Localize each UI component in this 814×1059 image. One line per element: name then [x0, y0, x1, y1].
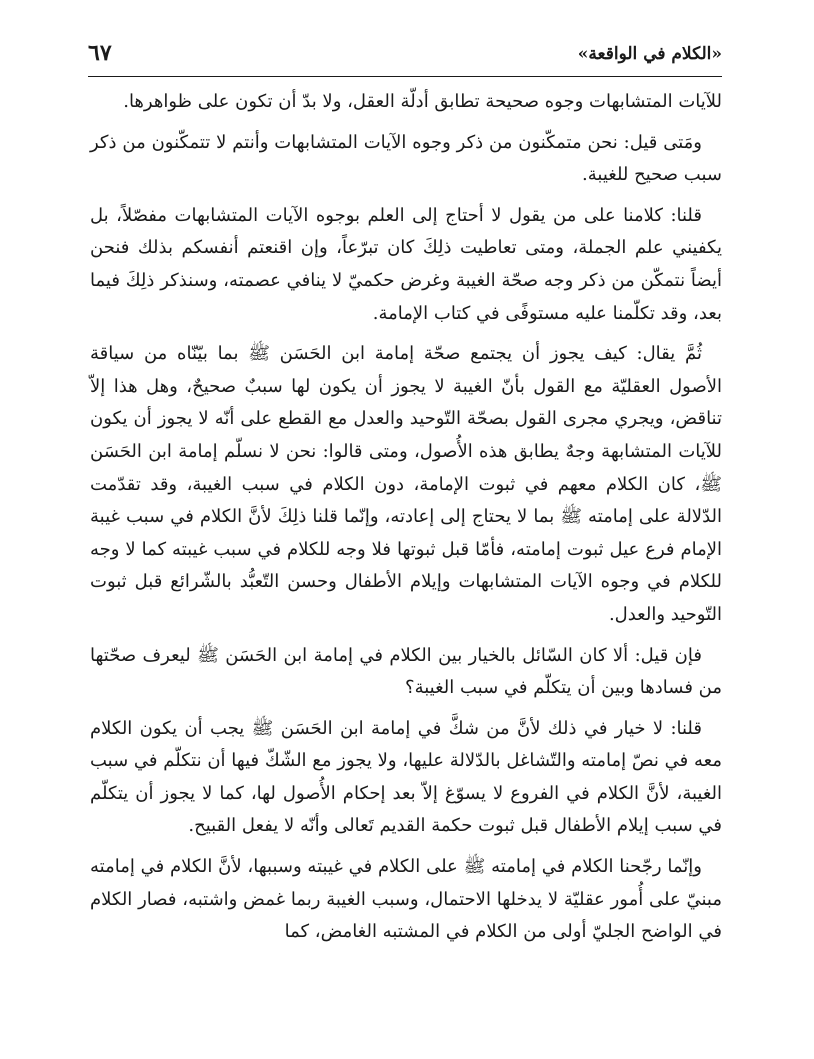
paragraph-3: قلنا: كلامنا على من يقول لا أحتاج إلى العلم بوجوه الآيات المتشابهات مفصّلاً، بل يكفيني علم الجملة، ومتى تعاطيت ذلِكَ كان تبرّعاً، وإن اقنعتم أنفسكم بذلك فنحن أيضاً نتمكّن من ذكر وجه صحّة الغيبة وغرض حكميّ لا ينافي عصمته، وسنذكر ذلِكَ فيما بعد، وقد تكلّمنا عليه مستوفًى في كتاب الإمامة. [90, 204, 722, 324]
paragraph-6: قلنا: لا خيار في ذلك لأنَّ من شكَّ في إمامة ابن الحَسَن ﷺ يجب أن يكون الكلام معه في نصّ إمامته والتّشاغل بالدّلالة عليها، ولا يجوز مع الشّكّ فيها أن نتكلّم في سبب الغيبة، لأنَّ الكلام في الفروع لا يسوّغ إلاّ بعد إحكام الأُصول لها، كما لا يجوز أن يتكلّم في سبب إيلام الأطفال قبل ثبوت حكمة القديم تَعالى وأنّه لا يفعل القبيح. [90, 717, 722, 837]
page-number: ٦٧ [88, 40, 112, 66]
page-header [88, 36, 722, 77]
running-title: «الكلام في الواقعة» [577, 44, 722, 64]
paragraph-5: فإن قيل: ألا كان السّائل بالخيار بين الكلام في إمامة ابن الحَسَن ﷺ ليعرف صحّتها من فسادها وبين أن يتكلّم في سبب الغيبة؟ [90, 644, 722, 699]
paragraph-7: وإنّما رجّحنا الكلام في إمامته ﷺ على الكلام في غيبته وسببها، لأنَّ الكلام في إمامته مبنيّ على أُمور عقليّة لا يدخلها الاحتمال، وسبب الغيبة ربما غمض واشتبه، فصار الكلام في الواضح الجليّ أولى من الكلام في المشتبه الغامض، كما [90, 856, 722, 943]
paragraph-1: للآيات المتشابهات وجوه صحيحة تطابق أدلّة العقل، ولا بدّ أن تكون على ظواهرها. [123, 91, 722, 112]
paragraph-2: ومَتى قيل: نحن متمكّنون من ذكر وجوه الآيات المتشابهات وأنتم لا تتمكّنون من ذكر سبب صحيح للغيبة. [90, 131, 722, 186]
body-text [90, 86, 722, 957]
paragraph-4: ثُمَّ يقال: كيف يجوز أن يجتمع صحّة إمامة ابن الحَسَن ﷺ بما بيّنّاه من سياقة الأصول العقليّة مع القول بأنّ الغيبة لا يجوز أن يكون لها سببٌ صحيحٌ، وهل هذا إلاّ تناقض، ويجري مجرى القول بصحّة التّوحيد والعدل مع القطع على أنّه لا يجوز أن يكون للآيات المتشابهة وجهٌ يطابق هذه الأُصول، ومتى قالوا: نحن لا نسلّم إمامة ابن الحَسَن ﷺ، كان الكلام معهم في ثبوت الإمامة، دون الكلام في سبب الغيبة، وقد تقدّمت الدّلالة على إمامته ﷺ بما لا يحتاج إلى إعادته، وإنّما قلنا ذلِكَ لأنَّ الكلام في سبب غيبة الإمام فرع عيل ثبوت إمامته، فأمّا قبل ثبوتها فلا وجه للكلام في سبب غيبته كما لا وجه للكلام في وجوه الآيات المتشابهات وإيلام الأطفال وحسن التّعبُّد بالشّرائع قبل ثبوت التّوحيد والعدل. [90, 343, 723, 625]
